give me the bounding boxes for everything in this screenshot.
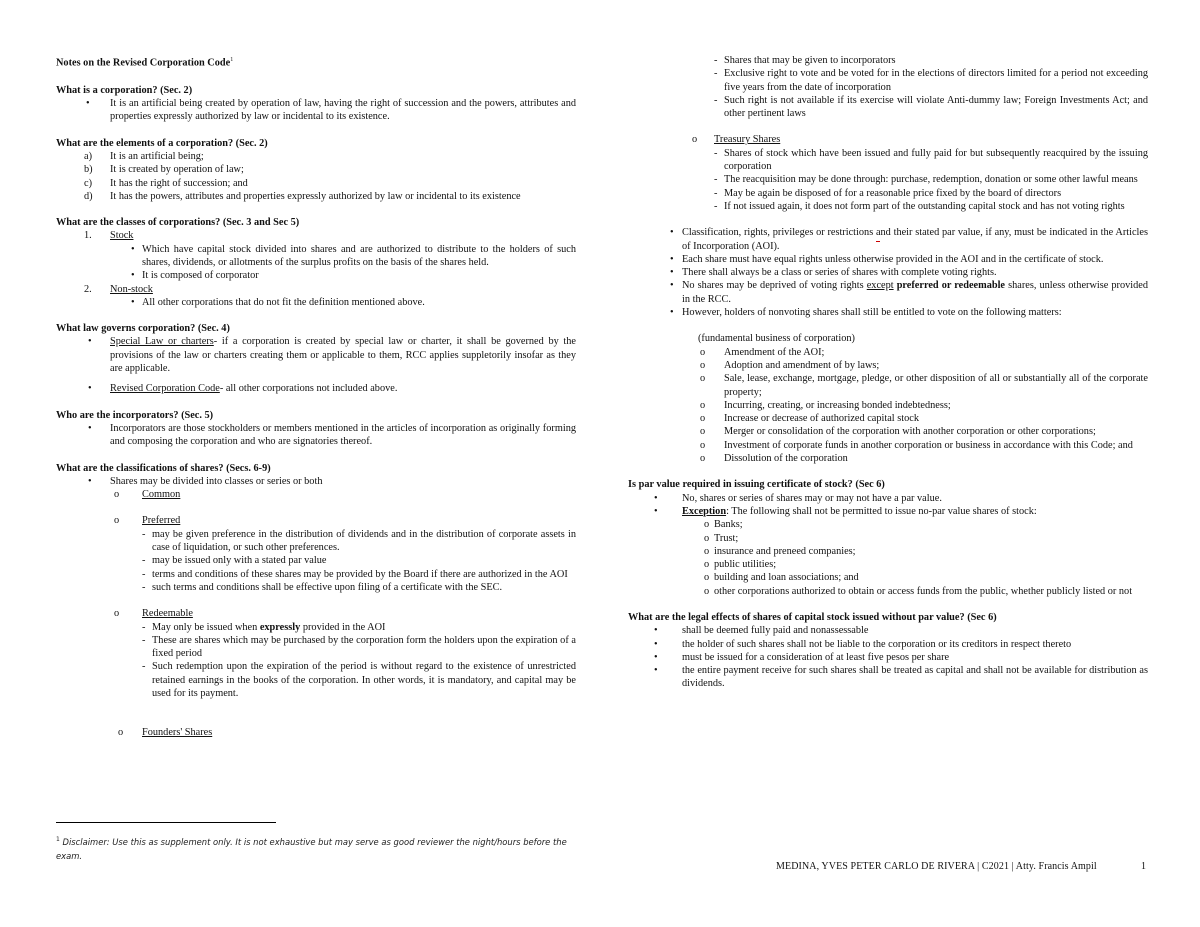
question-heading: What law governs corporation? (Sec. 4) (56, 323, 230, 335)
list-item: - These are shares which may be purchased by the corporation form the holders upon the expiration of a fixed period (142, 634, 576, 660)
footnote-divider (56, 822, 276, 823)
list-item: • No, shares or series of shares may or may not have a par value. (654, 492, 942, 504)
list-item: o Amendment of the AOI; (700, 346, 825, 358)
list-item: - terms and conditions of these shares may be provided by the Board if there are authorized in the AOI (142, 568, 568, 580)
exceptions-list (628, 518, 1148, 598)
question-heading: What are the classifications of shares? (Secs. 6-9) (56, 462, 271, 474)
list-item: b) It is created by operation of law; (84, 164, 244, 176)
list-item: - The reacquisition may be done through: purchase, redemption, donation or some other lawful means (714, 174, 1138, 186)
list-item: - Such right is not available if its exercise will violate Anti-dummy law; Foreign Investments Act; and other pertinent laws (714, 94, 1148, 120)
question-heading: What are the classes of corporations? (Sec. 3 and Sec 5) (56, 217, 300, 229)
list-item: • It is composed of corporator (131, 270, 259, 282)
question-heading: Who are the incorporators? (Sec. 5) (56, 409, 214, 421)
list-item: (fundamental business of corporation) (698, 333, 855, 345)
list-item: • Each share must have equal rights unless otherwise provided in the AOI and in the certificate of stock. (670, 253, 1104, 265)
treasury-list (628, 147, 1148, 213)
list-item: c) It has the right of succession; and (84, 177, 248, 189)
list-item: - Such redemption upon the expiration of the period is without regard to the existence of unrestricted retained earnings in the books of the corporation. In other words, it is mandatory, and capital may be used for its payment. (142, 661, 576, 699)
page-number: 1 (1141, 861, 1146, 872)
list-item: o Merger or consolidation of the corporation with another corporation or other corporations; (700, 426, 1096, 438)
question-heading: What are the legal effects of shares of capital stock issued without par value? (Sec 6) (628, 611, 997, 623)
footnote: $^1$ Disclaimer: Use this as supplement only. It is not exhaustive but may serve as good reviewer the night/hours before the exam. (56, 836, 567, 861)
right-column (628, 54, 1148, 691)
list-item: - If not issued again, it does not form part of the outstanding capital stock and has not voting rights (714, 200, 1125, 212)
list-item: • Exception: The following shall not be permitted to issue no-par value shares of stock: (654, 505, 1037, 517)
list-item: • Special Law or charters- if a corporation is created by special law or charter, it shall be governed by the provisions of the law or charters creating them or applicable to them, RCC applies suppletorily insofar as they are applicable. (88, 336, 576, 375)
list-item: o other corporations authorized to obtain or access funds from the public, whether publicly listed or not (704, 585, 1133, 597)
list-item: - may be issued only with a stated par value (142, 555, 327, 567)
list-item: o building and loan associations; and (704, 572, 859, 584)
list-item: o Sale, lease, exchange, mortgage, pledge, or other disposition of all or substantially all of the corporate property; (700, 373, 1148, 398)
list-item: 2. Non-stock (84, 283, 153, 295)
list-item: o Treasury Shares (692, 134, 781, 146)
list-item: • Revised Corporation Code- all other corporations not included above. (88, 383, 398, 395)
founders-list (628, 54, 1148, 120)
list-item: - May only be issued when expressly provided in the AOI (142, 621, 386, 633)
list-item: • It is an artificial being created by operation of law, having the right of succession and the powers, attributes and properties expressly authorized by law or incidental to its existence. (86, 98, 576, 123)
voting-matters-list (628, 346, 1148, 466)
question-heading: Is par value required in issuing certificate of stock? (Sec 6) (628, 479, 885, 491)
list-item: o Trust; (704, 532, 739, 544)
list-item: o Increase or decrease of authorized capital stock (700, 413, 919, 425)
list-item: • shall be deemed fully paid and nonassessable (654, 625, 869, 637)
list-item: - Shares that may be given to incorporators (714, 55, 896, 66)
list-item: • the entire payment receive for such shares shall be treated as capital and shall not be available for distribution as dividends. (654, 665, 1148, 690)
list-item: o public utilities; (704, 559, 777, 571)
red-mark (876, 241, 880, 242)
list-item: • All other corporations that do not fit the definition mentioned above. (131, 296, 425, 308)
left-column (56, 54, 576, 740)
list-item: - Shares of stock which have been issued and fully paid for but subsequently reacquired by the issuing corporation (714, 147, 1148, 173)
list-item: • Classification, rights, privileges or restrictions and their stated par value, if any, must be indicated in the Articles of Incorporation (AOI). (670, 227, 1148, 252)
list-item: o insurance and preneed companies; (704, 545, 856, 557)
list-item: o Adoption and amendment of by laws; (700, 359, 880, 371)
page-title: Notes on the Revised Corporation Code$^1$ (56, 57, 234, 69)
list-item: o Dissolution of the corporation (700, 453, 848, 465)
list-item: - May be again be disposed of for a reasonable price fixed by the board of directors (714, 187, 1062, 199)
list-item: - Exclusive right to vote and be voted for in the elections of directors limited for a period not exceeding five years from the date of incorporation (714, 68, 1148, 93)
list-item: o Preferred (114, 515, 181, 527)
question-heading: What is a corporation? (Sec. 2) (56, 84, 193, 96)
list-item: a) It is an artificial being; (84, 150, 204, 162)
list-item: • Which have capital stock divided into shares and are authorized to distribute to the holders of such shares, dividends, or allotments of the surplus profits on the basis of the shares held. (131, 243, 576, 268)
list-item: • Incorporators are those stockholders or members mentioned in the articles of incorporation as originally forming and composing the corporation and who are signatories thereof. (88, 422, 576, 448)
list-item: o Common (114, 489, 181, 501)
list-item: • No shares may be deprived of voting rights except preferred or redeemable shares, unless otherwise provided in the RCC. (670, 280, 1148, 305)
list-item: o Founders' Shares (118, 727, 213, 739)
page-footer: MEDINA, YVES PETER CARLO DE RIVERA | C2021 | Atty. Francis Ampil (776, 861, 1097, 872)
list-item: • Shares may be divided into classes or series or both (88, 475, 323, 487)
list-item: - such terms and conditions shall be effective upon filing of a certificate with the SEC. (142, 581, 503, 593)
list-item: - may be given preference in the distribution of dividends and in the distribution of corporate assets in case of liquidation, or such other preferences. (142, 528, 576, 554)
effects-list (628, 624, 1148, 690)
preferred-list (56, 528, 576, 594)
elements-list (56, 150, 576, 203)
question-heading: What are the elements of a corporation? (Sec. 2) (56, 137, 268, 149)
list-item: 1. Stock (84, 230, 134, 242)
list-item: • There shall always be a class or series of shares with complete voting rights. (670, 267, 997, 279)
list-item: o Incurring, creating, or increasing bonded indebtedness; (700, 399, 951, 411)
list-item: o Investment of corporate funds in another corporation or business in accordance with this Code; and (700, 439, 1133, 451)
list-item: o Redeemable (114, 608, 193, 620)
list-item: o Banks; (704, 519, 743, 531)
list-item: • must be issued for a consideration of at least five pesos per share (654, 651, 950, 663)
list-item: d) It has the powers, attributes and properties expressly authorized by law or incidental to its existence (84, 190, 521, 202)
list-item: • However, holders of nonvoting shares shall still be entitled to vote on the following matters: (670, 307, 1062, 319)
list-item: • the holder of such shares shall not be liable to the corporation or its creditors in respect thereto (654, 638, 1072, 650)
